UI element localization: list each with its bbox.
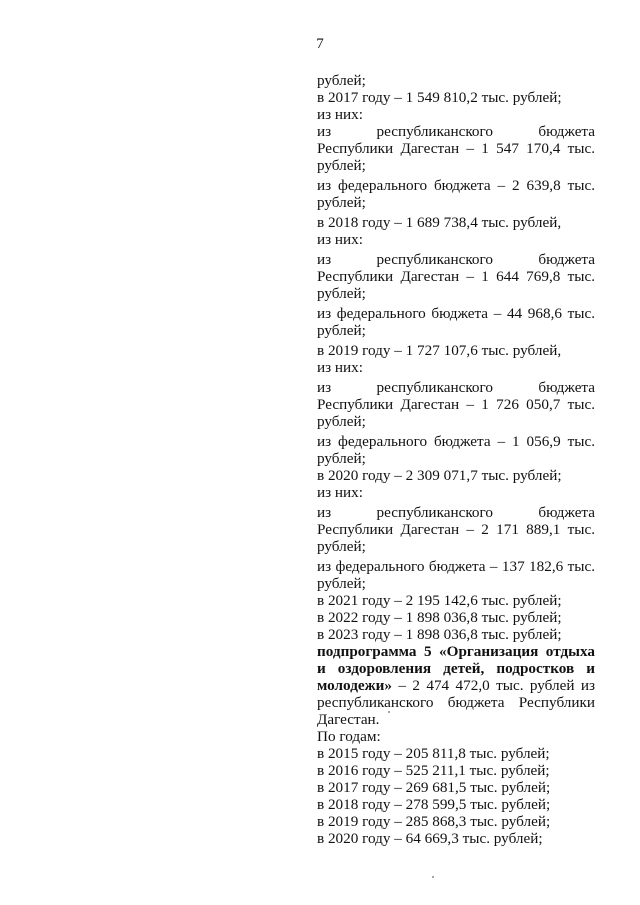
text-line: из республиканского бюджета [317, 251, 595, 268]
text-line: в 2017 году – 269 681,5 тыс. рублей; [317, 779, 551, 796]
text-line: в 2018 году – 278 599,5 тыс. рублей; [317, 796, 551, 813]
text-line: рублей; [317, 450, 366, 467]
subprogram-heading-line [317, 643, 595, 660]
text-line: из федерального бюджета – 1 056,9 тыс. [317, 433, 595, 450]
text-line: в 2016 году – 525 211,1 тыс. рублей; [317, 762, 550, 779]
subprogram-total: – 2 474 472,0 тыс. рублей из [392, 677, 595, 694]
text-line: Республики Дагестан – 2 171 889,1 тыс. [317, 521, 595, 538]
document-body [317, 72, 595, 847]
text-line: в 2015 году – 205 811,8 тыс. рублей; [317, 745, 550, 762]
text-line: в 2019 году – 285 868,3 тыс. рублей; [317, 813, 551, 830]
text-line: рублей; [317, 285, 366, 302]
text-line: республиканского бюджета Республики [317, 694, 595, 711]
text-line: в 2020 году – 2 309 071,7 тыс. рублей; [317, 467, 562, 484]
subprogram-title-part: подпрограмма 5 «Организация отдыха [317, 643, 595, 660]
text-line: рублей; [317, 157, 366, 174]
text-line: рублей; [317, 194, 366, 211]
text-line: в 2020 году – 64 669,3 тыс. рублей; [317, 830, 543, 847]
subprogram-title-part: и оздоровления детей, подростков и [317, 660, 595, 677]
text-line: По годам: [317, 728, 381, 745]
text-line: в 2017 году – 1 549 810,2 тыс. рублей; [317, 89, 562, 106]
scan-speck [432, 876, 434, 878]
text-line: рублей; [317, 413, 366, 430]
text-line: в 2019 году – 1 727 107,6 тыс. рублей, [317, 342, 562, 359]
text-line: из них: [317, 484, 363, 501]
subprogram-title-part: молодежи» [317, 677, 392, 694]
text-line: рублей; [317, 575, 366, 592]
text-line: из республиканского бюджета [317, 123, 595, 140]
subprogram-heading-line [317, 677, 595, 694]
text-line: в 2022 году – 1 898 036,8 тыс. рублей; [317, 609, 562, 626]
text-line: Республики Дагестан – 1 726 050,7 тыс. [317, 396, 595, 413]
text-line: из них: [317, 106, 363, 123]
text-line: из республиканского бюджета [317, 504, 595, 521]
text-line: из федерального бюджета – 2 639,8 тыс. [317, 177, 595, 194]
subprogram-heading-line [317, 660, 595, 677]
text-line: из республиканского бюджета [317, 379, 595, 396]
text-line: в 2018 году – 1 689 738,4 тыс. рублей, [317, 214, 562, 231]
scan-speck [388, 711, 390, 713]
text-line: из них: [317, 359, 363, 376]
text-line: в 2021 году – 2 195 142,6 тыс. рублей; [317, 592, 562, 609]
text-line: из федерального бюджета – 44 968,6 тыс. [317, 305, 595, 322]
text-line: в 2023 году – 1 898 036,8 тыс. рублей; [317, 626, 562, 643]
text-line: из федерального бюджета – 137 182,6 тыс. [317, 558, 595, 575]
text-line: Дагестан. [317, 711, 380, 728]
text-line: из них: [317, 231, 363, 248]
text-line: Республики Дагестан – 1 547 170,4 тыс. [317, 140, 595, 157]
text-line: рублей; [317, 72, 366, 89]
text-line: рублей; [317, 322, 366, 339]
page-number: 7 [316, 36, 324, 52]
text-line: Республики Дагестан – 1 644 769,8 тыс. [317, 268, 595, 285]
text-line: рублей; [317, 538, 366, 555]
